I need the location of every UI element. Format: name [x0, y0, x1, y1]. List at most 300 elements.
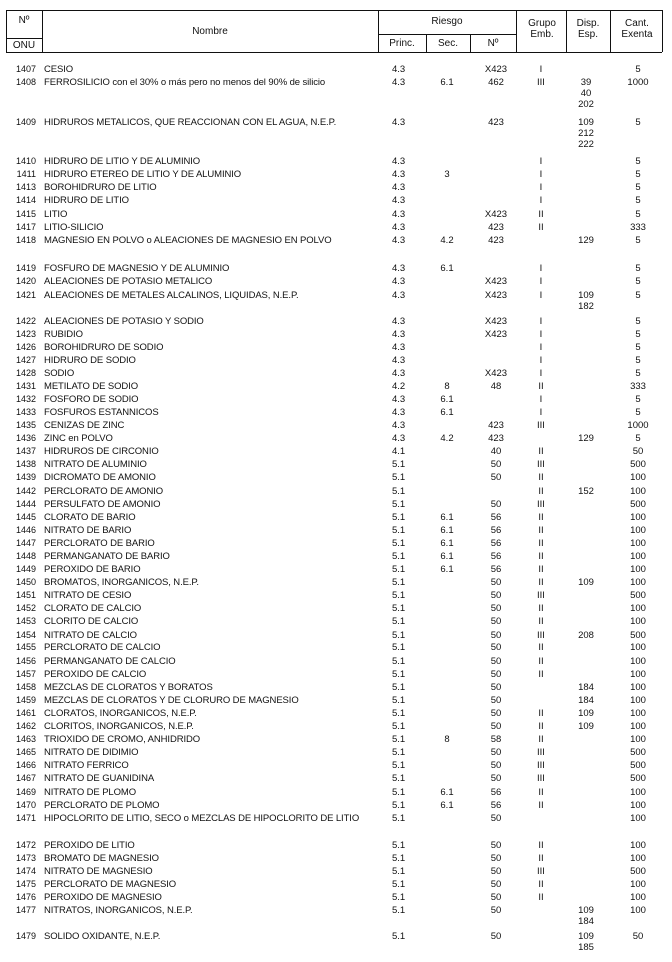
header-nombre: Nombre — [192, 26, 228, 37]
onu-number: 1463 — [15, 734, 36, 744]
cant-exenta: 500 — [630, 866, 646, 877]
disp-esp: 109 — [578, 708, 594, 719]
substance-name: ALEACIONES DE METALES ALCALINOS, LIQUIDAS, N.E.P. — [44, 290, 299, 301]
grupo-emb: I — [539, 316, 543, 327]
cant-exenta: 5 — [635, 355, 641, 366]
onu-number: 1475 — [15, 879, 36, 889]
substance-name: CLORATO DE CALCIO — [44, 603, 142, 614]
grupo-emb: I — [539, 394, 543, 405]
cant-exenta: 100 — [630, 551, 646, 562]
onu-number: 1418 — [15, 235, 36, 245]
riesgo-princ: 5.1 — [392, 669, 406, 680]
grupo-emb: I — [539, 290, 543, 301]
substance-name: HIDRUROS DE CIRCONIO — [44, 446, 159, 457]
disp-esp: 109 — [578, 577, 594, 588]
disp-esp: 109 212 222 — [578, 117, 594, 150]
riesgo-num: 56 — [490, 538, 502, 549]
substance-name: LITIO-SILICIO — [44, 222, 104, 233]
riesgo-princ: 4.3 — [392, 182, 406, 193]
onu-number: 1450 — [15, 577, 36, 587]
onu-number: 1466 — [15, 760, 36, 770]
onu-number: 1422 — [15, 316, 36, 326]
onu-number: 1415 — [15, 209, 36, 219]
cant-exenta: 100 — [630, 734, 646, 745]
substance-name: CENIZAS DE ZINC — [44, 420, 125, 431]
onu-number: 1469 — [15, 787, 36, 797]
disp-esp: 109 184 — [578, 905, 594, 927]
riesgo-num: 50 — [490, 721, 502, 732]
riesgo-num: 50 — [490, 472, 502, 483]
onu-number: 1449 — [15, 564, 36, 574]
cant-exenta: 100 — [630, 486, 646, 497]
riesgo-princ: 4.3 — [392, 316, 406, 327]
riesgo-num: 50 — [490, 616, 502, 627]
disp-esp: 129 — [578, 433, 594, 444]
header-num: Nº — [487, 38, 499, 49]
substance-name: MEZCLAS DE CLORATOS Y BORATOS — [44, 682, 213, 693]
riesgo-princ: 5.1 — [392, 905, 406, 916]
onu-number: 1445 — [15, 512, 36, 522]
riesgo-num: X423 — [484, 316, 508, 327]
cant-exenta: 100 — [630, 538, 646, 549]
onu-number: 1439 — [15, 472, 36, 482]
cant-exenta: 50 — [632, 446, 644, 457]
riesgo-princ: 5.1 — [392, 525, 406, 536]
onu-number: 1433 — [15, 407, 36, 417]
substance-name: CLORATOS, INORGANICOS, N.E.P. — [44, 708, 197, 719]
grupo-emb: II — [538, 486, 544, 497]
onu-number: 1438 — [15, 459, 36, 469]
grupo-emb: II — [538, 472, 544, 483]
riesgo-princ: 4.3 — [392, 329, 406, 340]
riesgo-princ: 5.1 — [392, 721, 406, 732]
riesgo-princ: 5.1 — [392, 800, 406, 811]
disp-esp: 39 40 202 — [578, 77, 594, 110]
substance-name: NITRATO DE MAGNESIO — [44, 866, 153, 877]
cant-exenta: 5 — [635, 394, 641, 405]
cant-exenta: 50 — [632, 931, 644, 942]
riesgo-princ: 4.3 — [392, 64, 406, 75]
substance-name: NITRATO DE CESIO — [44, 590, 132, 601]
riesgo-princ: 5.1 — [392, 787, 406, 798]
grupo-emb: II — [538, 603, 544, 614]
substance-name: BROMATOS, INORGANICOS, N.E.P. — [44, 577, 199, 588]
riesgo-num: 50 — [490, 773, 502, 784]
riesgo-princ: 4.3 — [392, 222, 406, 233]
riesgo-princ: 5.1 — [392, 577, 406, 588]
riesgo-princ: 5.1 — [392, 590, 406, 601]
cant-exenta: 100 — [630, 525, 646, 536]
riesgo-num: 423 — [488, 420, 504, 431]
substance-name: DICROMATO DE AMONIO — [44, 472, 156, 483]
riesgo-princ: 5.1 — [392, 747, 406, 758]
disp-esp: 208 — [578, 630, 594, 641]
substance-name: CLORITO DE CALCIO — [44, 616, 139, 627]
cant-exenta: 100 — [630, 853, 646, 864]
grupo-emb: III — [537, 773, 545, 784]
grupo-emb: I — [539, 355, 543, 366]
substance-name: NITRATO DE PLOMO — [44, 787, 137, 798]
riesgo-subheader-rule — [378, 34, 516, 35]
onu-number: 1457 — [15, 669, 36, 679]
grupo-emb: II — [538, 721, 544, 732]
riesgo-num: 50 — [490, 656, 502, 667]
cant-exenta: 5 — [635, 368, 641, 379]
riesgo-princ: 4.3 — [392, 433, 406, 444]
riesgo-princ: 5.1 — [392, 630, 406, 641]
grupo-emb: III — [537, 77, 545, 88]
riesgo-princ: 5.1 — [392, 931, 406, 942]
grupo-emb: II — [538, 708, 544, 719]
cant-exenta: 500 — [630, 499, 646, 510]
header-bottom-rule — [6, 52, 662, 53]
cant-exenta: 5 — [635, 209, 641, 220]
grupo-emb: III — [537, 630, 545, 641]
riesgo-num: X423 — [484, 64, 508, 75]
riesgo-num: 48 — [490, 381, 502, 392]
riesgo-num: 50 — [490, 459, 502, 470]
riesgo-princ: 5.1 — [392, 866, 406, 877]
grupo-emb: III — [537, 866, 545, 877]
riesgo-num: 50 — [490, 695, 502, 706]
cant-exenta: 100 — [630, 813, 646, 824]
riesgo-princ: 5.1 — [392, 853, 406, 864]
onu-number: 1471 — [15, 813, 36, 823]
substance-name: CLORATO DE BARIO — [44, 512, 136, 523]
riesgo-num: 50 — [490, 866, 502, 877]
header-col-divider-riesgo — [516, 10, 517, 52]
cant-exenta: 100 — [630, 708, 646, 719]
riesgo-princ: 5.1 — [392, 472, 406, 483]
header-sec: Sec. — [437, 38, 458, 49]
cant-exenta: 100 — [630, 892, 646, 903]
riesgo-princ: 4.3 — [392, 195, 406, 206]
grupo-emb: II — [538, 853, 544, 864]
cant-exenta: 100 — [630, 512, 646, 523]
onu-number: 1442 — [15, 486, 36, 496]
riesgo-sec: 6.1 — [440, 394, 454, 405]
riesgo-sec: 3 — [444, 169, 450, 180]
cant-exenta: 100 — [630, 669, 646, 680]
riesgo-num: 50 — [490, 499, 502, 510]
cant-exenta: 5 — [635, 342, 641, 353]
onu-number: 1437 — [15, 446, 36, 456]
disp-esp: 109 182 — [578, 290, 594, 312]
riesgo-num: 50 — [490, 760, 502, 771]
riesgo-princ: 4.1 — [392, 446, 406, 457]
riesgo-princ: 5.1 — [392, 840, 406, 851]
cant-exenta: 5 — [635, 433, 641, 444]
cant-exenta: 5 — [635, 407, 641, 418]
substance-name: RUBIDIO — [44, 329, 83, 340]
header-col-divider-grupo — [566, 10, 567, 52]
grupo-emb: II — [538, 381, 544, 392]
onu-number: 1427 — [15, 355, 36, 365]
riesgo-princ: 5.1 — [392, 708, 406, 719]
riesgo-princ: 4.3 — [392, 276, 406, 287]
riesgo-princ: 4.2 — [392, 381, 406, 392]
onu-number: 1454 — [15, 630, 36, 640]
substance-name: METILATO DE SODIO — [44, 381, 139, 392]
grupo-emb: II — [538, 446, 544, 457]
onu-number: 1419 — [15, 263, 36, 273]
riesgo-num: X423 — [484, 329, 508, 340]
substance-name: NITRATOS, INORGANICOS, N.E.P. — [44, 905, 193, 916]
cant-exenta: 5 — [635, 263, 641, 274]
riesgo-num: X423 — [484, 290, 508, 301]
header-riesgo: Riesgo — [431, 16, 463, 27]
grupo-emb: I — [539, 329, 543, 340]
disp-esp: 152 — [578, 486, 594, 497]
riesgo-princ: 5.1 — [392, 892, 406, 903]
cant-exenta: 1000 — [627, 420, 649, 431]
riesgo-num: 56 — [490, 564, 502, 575]
riesgo-princ: 5.1 — [392, 564, 406, 575]
grupo-emb: III — [537, 760, 545, 771]
riesgo-princ: 5.1 — [392, 760, 406, 771]
onu-number: 1432 — [15, 394, 36, 404]
riesgo-sec: 4.2 — [440, 235, 454, 246]
cant-exenta: 100 — [630, 721, 646, 732]
header-no: Nº — [18, 15, 30, 26]
riesgo-num: 50 — [490, 879, 502, 890]
substance-name: PEROXIDO DE CALCIO — [44, 669, 147, 680]
substance-name: ZINC en POLVO — [44, 433, 113, 444]
riesgo-num: 50 — [490, 603, 502, 614]
grupo-emb: I — [539, 263, 543, 274]
substance-name: ALEACIONES DE POTASIO METALICO — [44, 276, 213, 287]
onu-number: 1470 — [15, 800, 36, 810]
grupo-emb: II — [538, 787, 544, 798]
riesgo-num: 56 — [490, 525, 502, 536]
onu-number: 1467 — [15, 773, 36, 783]
onu-number: 1428 — [15, 368, 36, 378]
cant-exenta: 500 — [630, 459, 646, 470]
disp-esp: 184 — [578, 695, 594, 706]
substance-name: MAGNESIO EN POLVO o ALEACIONES DE MAGNESIO EN POLVO — [44, 235, 332, 246]
substance-name: PERCLORATO DE PLOMO — [44, 800, 160, 811]
grupo-emb: II — [538, 222, 544, 233]
cant-exenta: 500 — [630, 590, 646, 601]
grupo-emb: II — [538, 656, 544, 667]
cant-exenta: 500 — [630, 747, 646, 758]
riesgo-num: 423 — [488, 117, 504, 128]
onu-number: 1465 — [15, 747, 36, 757]
substance-name: NITRATO DE GUANIDINA — [44, 773, 155, 784]
cant-exenta: 5 — [635, 276, 641, 287]
cant-exenta: 5 — [635, 235, 641, 246]
riesgo-num: 50 — [490, 853, 502, 864]
header-col-divider-disp — [610, 10, 611, 52]
onu-number: 1413 — [15, 182, 36, 192]
grupo-emb: II — [538, 209, 544, 220]
onu-number: 1462 — [15, 721, 36, 731]
onu-number: 1458 — [15, 682, 36, 692]
onu-number: 1414 — [15, 195, 36, 205]
riesgo-num: 56 — [490, 512, 502, 523]
disp-esp: 184 — [578, 682, 594, 693]
cant-exenta: 100 — [630, 577, 646, 588]
riesgo-num: 423 — [488, 433, 504, 444]
substance-name: NITRATO DE CALCIO — [44, 630, 137, 641]
substance-name: SODIO — [44, 368, 75, 379]
cant-exenta: 5 — [635, 316, 641, 327]
substance-name: SOLIDO OXIDANTE, N.E.P. — [44, 931, 161, 942]
header-princ: Princ. — [389, 38, 415, 49]
riesgo-sec: 6.1 — [440, 263, 454, 274]
substance-name: PERMANGANATO DE CALCIO — [44, 656, 176, 667]
header-onu: ONU — [12, 40, 36, 51]
onu-number: 1453 — [15, 616, 36, 626]
riesgo-num: 56 — [490, 800, 502, 811]
cant-exenta: 100 — [630, 905, 646, 916]
grupo-emb: II — [538, 577, 544, 588]
grupo-emb: I — [539, 342, 543, 353]
riesgo-princ: 4.3 — [392, 420, 406, 431]
onu-number: 1407 — [15, 64, 36, 74]
cant-exenta: 100 — [630, 879, 646, 890]
cant-exenta: 5 — [635, 290, 641, 301]
riesgo-num: 423 — [488, 222, 504, 233]
riesgo-princ: 4.3 — [392, 342, 406, 353]
cant-exenta: 100 — [630, 787, 646, 798]
riesgo-princ: 5.1 — [392, 551, 406, 562]
riesgo-princ: 4.3 — [392, 407, 406, 418]
riesgo-sec: 6.1 — [440, 77, 454, 88]
riesgo-num: 50 — [490, 682, 502, 693]
cant-exenta: 100 — [630, 682, 646, 693]
substance-name: CESIO — [44, 64, 74, 75]
riesgo-princ: 5.1 — [392, 538, 406, 549]
cant-exenta: 5 — [635, 64, 641, 75]
riesgo-princ: 4.3 — [392, 394, 406, 405]
riesgo-princ: 5.1 — [392, 486, 406, 497]
riesgo-princ: 5.1 — [392, 459, 406, 470]
grupo-emb: II — [538, 734, 544, 745]
onu-number: 1410 — [15, 156, 36, 166]
riesgo-num: 50 — [490, 931, 502, 942]
riesgo-sec: 6.1 — [440, 407, 454, 418]
substance-name: FOSFUROS ESTANNICOS — [44, 407, 159, 418]
substance-name: FERROSILICIO con el 30% o más pero no menos del 90% de silicio — [44, 77, 326, 88]
substance-name: NITRATO DE DIDIMIO — [44, 747, 139, 758]
riesgo-num: 462 — [488, 77, 504, 88]
riesgo-princ: 5.1 — [392, 879, 406, 890]
substance-name: PERCLORATO DE AMONIO — [44, 486, 164, 497]
onu-number: 1436 — [15, 433, 36, 443]
riesgo-princ: 5.1 — [392, 734, 406, 745]
riesgo-sec: 6.1 — [440, 787, 454, 798]
riesgo-princ: 5.1 — [392, 603, 406, 614]
grupo-emb: II — [538, 892, 544, 903]
grupo-emb: II — [538, 551, 544, 562]
substance-name: BROMATO DE MAGNESIO — [44, 853, 159, 864]
substance-name: FOSFURO DE MAGNESIO Y DE ALUMINIO — [44, 263, 230, 274]
riesgo-princ: 5.1 — [392, 656, 406, 667]
onu-number: 1461 — [15, 708, 36, 718]
riesgo-princ: 5.1 — [392, 813, 406, 824]
grupo-emb: I — [539, 64, 543, 75]
grupo-emb: III — [537, 747, 545, 758]
riesgo-princ: 5.1 — [392, 512, 406, 523]
riesgo-num: 58 — [490, 734, 502, 745]
onu-number: 1426 — [15, 342, 36, 352]
substance-name: TRIOXIDO DE CROMO, ANHIDRIDO — [44, 734, 201, 745]
riesgo-num: 50 — [490, 892, 502, 903]
substance-name: HIDRUROS METALICOS, QUE REACCIONAN CON EL AGUA, N.E.P. — [44, 117, 337, 128]
substance-name: PEROXIDO DE MAGNESIO — [44, 892, 162, 903]
grupo-emb: I — [539, 407, 543, 418]
riesgo-num: 50 — [490, 590, 502, 601]
cant-exenta: 5 — [635, 329, 641, 340]
riesgo-princ: 5.1 — [392, 682, 406, 693]
cant-exenta: 100 — [630, 564, 646, 575]
onu-number: 1420 — [15, 276, 36, 286]
riesgo-num: X423 — [484, 209, 508, 220]
grupo-emb: III — [537, 590, 545, 601]
riesgo-num: 50 — [490, 905, 502, 916]
header-cant: Cant. Exenta — [621, 18, 653, 40]
riesgo-princ: 4.3 — [392, 368, 406, 379]
substance-name: PERSULFATO DE AMONIO — [44, 499, 161, 510]
substance-name: HIPOCLORITO DE LITIO, SECO o MEZCLAS DE HIPOCLORITO DE LITIO — [44, 813, 360, 824]
substance-name: PERCLORATO DE BARIO — [44, 538, 155, 549]
disp-esp: 129 — [578, 235, 594, 246]
riesgo-princ: 5.1 — [392, 695, 406, 706]
riesgo-princ: 5.1 — [392, 499, 406, 510]
grupo-emb: III — [537, 459, 545, 470]
grupo-emb: II — [538, 879, 544, 890]
riesgo-num: 50 — [490, 577, 502, 588]
grupo-emb: III — [537, 499, 545, 510]
onu-number: 1435 — [15, 420, 36, 430]
substance-name: BOROHIDRURO DE SODIO — [44, 342, 164, 353]
onu-number: 1455 — [15, 642, 36, 652]
riesgo-princ: 4.3 — [392, 209, 406, 220]
onu-number: 1456 — [15, 656, 36, 666]
riesgo-sec: 6.1 — [440, 564, 454, 575]
riesgo-num: 50 — [490, 642, 502, 653]
riesgo-princ: 4.3 — [392, 117, 406, 128]
riesgo-num: 56 — [490, 551, 502, 562]
riesgo-sec: 6.1 — [440, 551, 454, 562]
onu-number: 1411 — [16, 169, 36, 179]
riesgo-sec: 6.1 — [440, 538, 454, 549]
substance-name: PERCLORATO DE MAGNESIO — [44, 879, 177, 890]
riesgo-num: 40 — [490, 446, 502, 457]
cant-exenta: 500 — [630, 760, 646, 771]
riesgo-princ: 5.1 — [392, 616, 406, 627]
disp-esp: 109 — [578, 721, 594, 732]
substance-name: PERCLORATO DE CALCIO — [44, 642, 161, 653]
substance-name: HIDRURO DE SODIO — [44, 355, 136, 366]
onu-number: 1472 — [15, 840, 36, 850]
grupo-emb: II — [538, 538, 544, 549]
cant-exenta: 500 — [630, 630, 646, 641]
onu-number: 1448 — [15, 551, 36, 561]
cant-exenta: 5 — [635, 156, 641, 167]
onu-number: 1447 — [15, 538, 36, 548]
riesgo-princ: 5.1 — [392, 642, 406, 653]
onu-number: 1452 — [15, 603, 36, 613]
riesgo-princ: 4.3 — [392, 290, 406, 301]
riesgo-sec: 8 — [444, 734, 450, 745]
substance-name: CLORITOS, INORGANICOS, N.E.P. — [44, 721, 194, 732]
riesgo-sec: 4.2 — [440, 433, 454, 444]
grupo-emb: II — [538, 642, 544, 653]
riesgo-sec: 8 — [444, 381, 450, 392]
grupo-emb: II — [538, 512, 544, 523]
